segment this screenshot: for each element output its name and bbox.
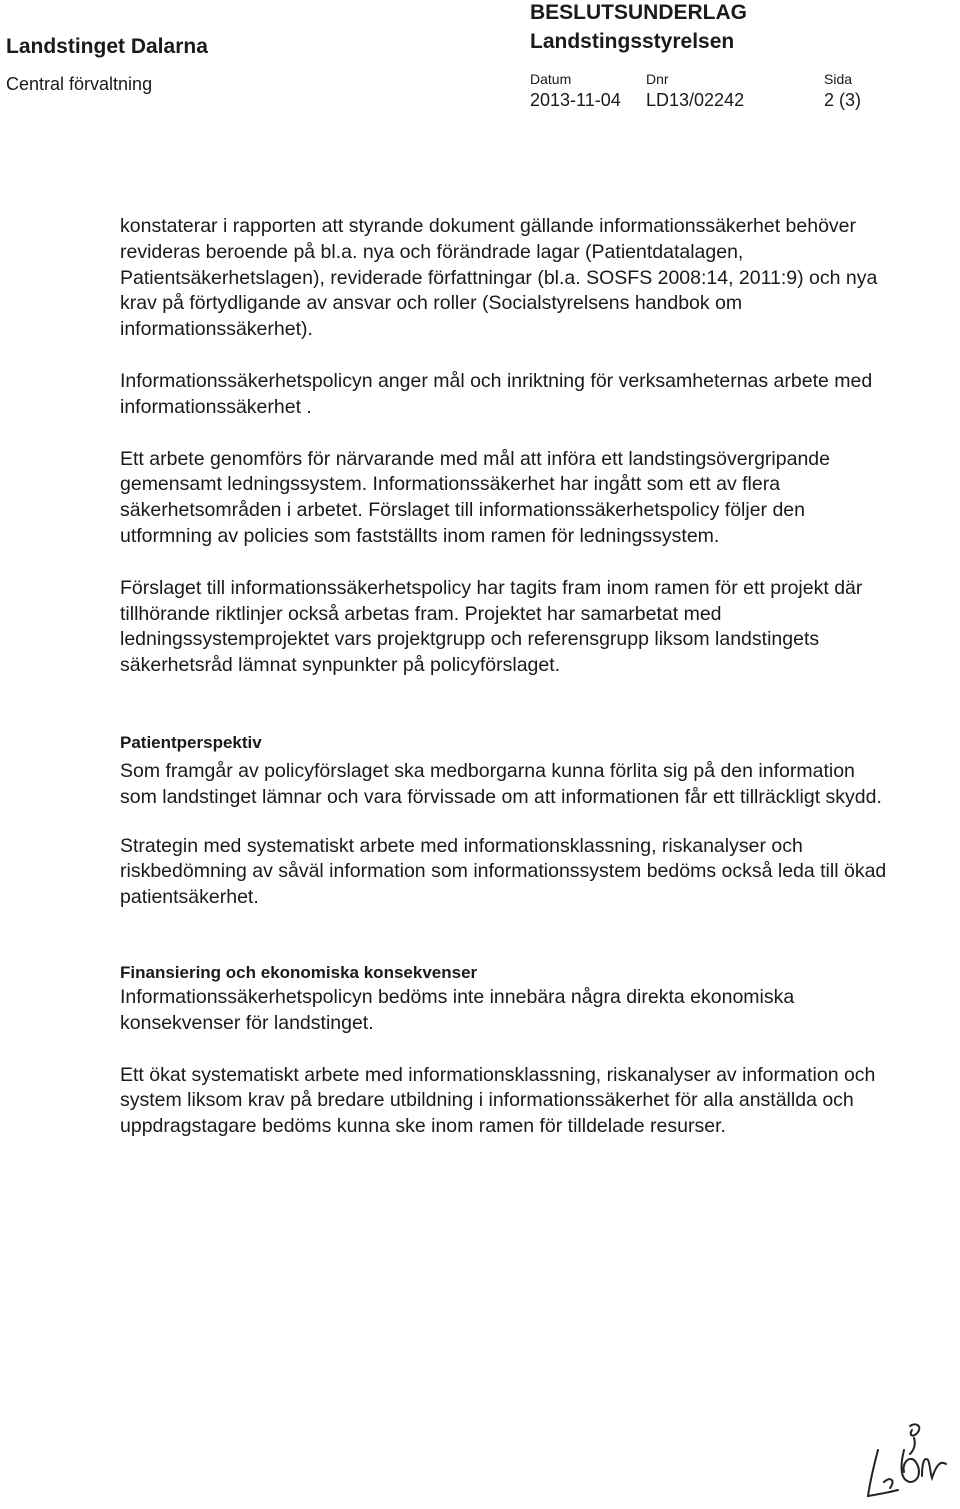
section-heading-finance: Finansiering och ekonomiska konsekvenser [120,962,478,982]
paragraph: Ett ökat systematiskt arbete med informationsklassning, riskanalyser av information och system liksom krav på bredare utbildning i informationssäkerhet för alla anställda och uppdragstagare bedöms kunna ske inom ramen för tilldelade resurser. [120,1063,876,1138]
paragraph: Strategin med systematiskt arbete med informationsklassning, riskanalyser och riskbedömning av såväl information som informationssystem bedöms också leda till ökad patientsäkerhet. [120,834,887,909]
header-right [530,0,950,55]
date-value: 2013-11-04 [530,90,621,110]
board-name: Landstingsstyrelsen [530,30,735,53]
paragraph: Som framgår av policyförslaget ska medborgarna kunna förlita sig på den information som landstinget lämnar och vara förvissade om att informationen får ett tillräckligt skydd. [120,759,882,808]
organization-unit: Central förvaltning [6,74,153,94]
section-heading-patient: Patientperspektiv [120,732,262,752]
date-label: Datum [530,71,572,87]
paragraph: Informationssäkerhetspolicyn anger mål och inriktning för verksamheternas arbete med informationssäkerhet . [120,369,873,418]
page-label: Sida [824,71,853,87]
page-value: 2 (3) [824,90,862,110]
organization-name: Landstinget Dalarna [6,35,208,58]
document-type: BESLUTSUNDERLAG [530,1,748,24]
paragraph: Informationssäkerhetspolicyn bedöms inte innebära några direkta ekonomiska konsekvenser för landstinget. [120,985,795,1034]
dnr-value: LD13/02242 [646,90,745,110]
header-left [6,34,208,97]
paragraph: Ett arbete genomförs för närvarande med mål att införa ett landstingsövergripande gemensamt ledningssystem. Informationssäkerhet har ingått som ett av flera säkerhetsområden i arbetet. Förslaget till informationssäkerhetspolicy följer den utformning av policies som fastställts inom ramen för ledningssystem. [120,447,830,547]
paragraph: konstaterar i rapporten att styrande dokument gällande informationssäkerhet behöver revideras beroende på bl.a. nya och förändrade lagar (Patientdatalagen, Patientsäkerhetslagen), reviderade författningar (bl.a. SOSFS 2008:14, 2011:9) och nya krav på förtydligande av ansvar och roller (Socialstyrelsens handbok om informationssäkerhet). [120,215,878,341]
dnr-label: Dnr [646,71,669,87]
handwritten-signature [860,1420,956,1506]
paragraph: Förslaget till informationssäkerhetspolicy har tagits fram inom ramen för ett projekt där tillhörande riktlinjer också arbetas fram. Projektet har samarbetat med ledningssystemprojektet vars projektgrupp och referensgrupp liksom landstingets säkerhetsråd lämnat synpunkter på policyförslaget. [120,576,863,677]
document-body [120,214,890,1140]
